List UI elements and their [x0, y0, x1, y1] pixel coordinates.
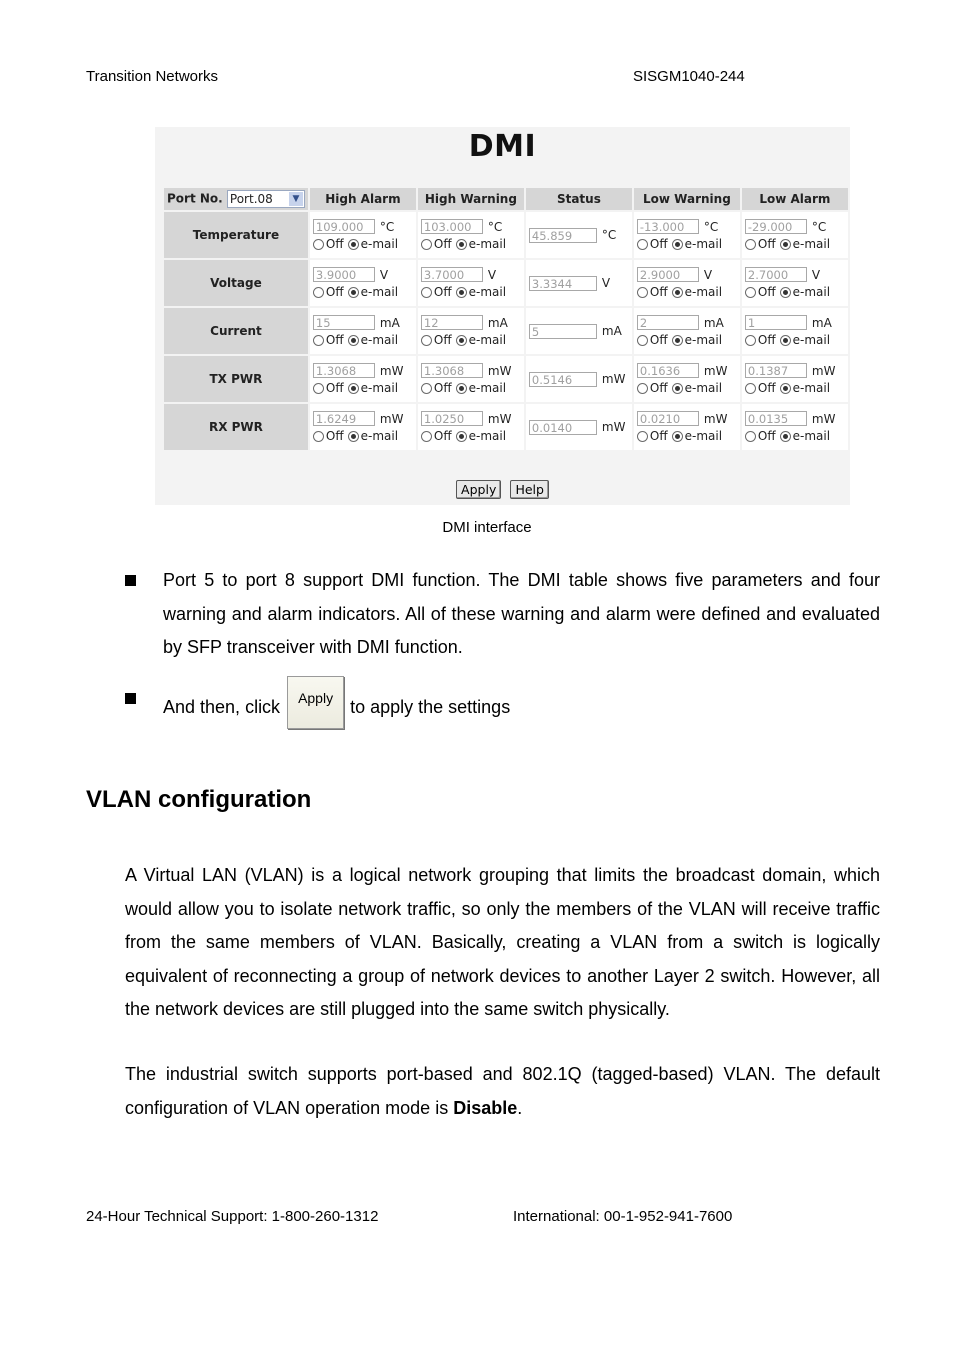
value-cell: [418, 212, 524, 258]
off-radio[interactable]: [421, 239, 432, 250]
unit-label: mA: [601, 324, 622, 338]
threshold-input[interactable]: 3.7000: [421, 267, 483, 282]
unit-label: °C: [703, 219, 719, 234]
vlan-paragraph-2: [125, 1058, 880, 1125]
email-radio[interactable]: [672, 335, 683, 346]
unit-label: °C: [601, 228, 617, 242]
dmi-screenshot: [155, 127, 850, 505]
off-label: Off: [649, 333, 668, 347]
figure-caption: DMI interface: [442, 519, 532, 536]
unit-label: mW: [601, 420, 626, 434]
email-radio[interactable]: [780, 431, 791, 442]
value-cell: [526, 308, 632, 354]
off-radio[interactable]: [637, 287, 648, 298]
section-title: VLAN configuration: [86, 786, 312, 813]
table-row: [164, 356, 848, 402]
value-cell: [742, 260, 848, 306]
threshold-input[interactable]: 1.3068: [313, 363, 375, 378]
email-radio[interactable]: [780, 287, 791, 298]
vlan-paragraph-1: A Virtual LAN (VLAN) is a logical network grouping that limits the broadcast domain, which would allow you to isolate network traffic, so only the members of the VLAN will receive traffic from the same members of VLAN. Basically, creating a VLAN from a switch is logically equivalent of reconnecting a group of network devices to another Layer 2 switch. However, all the network devices are still plugged into the same switch physically.: [125, 865, 880, 1019]
dmi-title: DMI: [468, 129, 537, 164]
row-label: Current: [164, 308, 308, 354]
unit-label: °C: [487, 219, 503, 234]
off-radio[interactable]: [421, 431, 432, 442]
value-cell: [310, 212, 416, 258]
unit-label: V: [487, 267, 497, 282]
email-radio[interactable]: [672, 239, 683, 250]
off-radio[interactable]: [313, 239, 324, 250]
off-label: Off: [649, 237, 668, 251]
bullet-icon: [125, 693, 136, 704]
footer-support: 24-Hour Technical Support: 1-800-260-1312: [86, 1208, 379, 1225]
email-radio[interactable]: [672, 287, 683, 298]
unit-label: mA: [811, 315, 832, 330]
header-model: SISGM1040-244: [633, 68, 745, 85]
port-select[interactable]: [227, 190, 305, 208]
status-value: 45.859: [529, 228, 597, 243]
threshold-input[interactable]: 2: [637, 315, 699, 330]
email-radio[interactable]: [456, 287, 467, 298]
apply-button-image: Apply: [287, 676, 344, 729]
off-label: Off: [433, 381, 452, 395]
unit-label: mW: [601, 372, 626, 386]
email-label: e-mail: [792, 429, 831, 443]
email-radio[interactable]: [348, 383, 359, 394]
value-cell: [742, 404, 848, 450]
value-cell: [634, 356, 740, 402]
row-label: RX PWR: [164, 404, 308, 450]
off-radio[interactable]: [745, 431, 756, 442]
table-row: [164, 260, 848, 306]
email-radio[interactable]: [780, 383, 791, 394]
email-radio[interactable]: [780, 239, 791, 250]
threshold-input[interactable]: 0.0135: [745, 411, 807, 426]
unit-label: mA: [379, 315, 400, 330]
email-label: e-mail: [684, 429, 723, 443]
bullet-2-before: And then, click: [163, 697, 281, 717]
threshold-input[interactable]: 1.6249: [313, 411, 375, 426]
email-radio[interactable]: [456, 335, 467, 346]
chevron-down-icon[interactable]: ▼: [289, 192, 303, 206]
off-label: Off: [433, 429, 452, 443]
unit-label: mW: [811, 411, 836, 426]
off-label: Off: [649, 429, 668, 443]
header-company: Transition Networks: [86, 68, 218, 85]
row-label: TX PWR: [164, 356, 308, 402]
bullet-text-1: Port 5 to port 8 support DMI function. The DMI table shows five parameters and four warning and alarm indicators. All of these warning and alarm were defined and evaluated by SFP transceiver with DMI function.: [163, 570, 880, 657]
threshold-input[interactable]: 0.1387: [745, 363, 807, 378]
value-cell: [310, 404, 416, 450]
email-radio[interactable]: [456, 239, 467, 250]
port-select-value: Port.08: [229, 192, 273, 206]
unit-label: mW: [703, 411, 728, 426]
email-label: e-mail: [468, 285, 507, 299]
unit-label: V: [601, 276, 611, 290]
value-cell: [310, 308, 416, 354]
help-button[interactable]: Help: [510, 480, 549, 499]
value-cell: [310, 356, 416, 402]
unit-label: °C: [379, 219, 395, 234]
table-row: [164, 308, 848, 354]
threshold-input[interactable]: 0.0210: [637, 411, 699, 426]
row-label: Temperature: [164, 212, 308, 258]
vlan-paragraph-2-text: The industrial switch supports port-based and 802.1Q (tagged-based) VLAN. The default configuration of VLAN operation mode is: [125, 1064, 880, 1118]
unit-label: mW: [379, 411, 404, 426]
dmi-buttons: [155, 479, 850, 499]
status-value: 0.5146: [529, 372, 597, 387]
table-row: [164, 212, 848, 258]
table-row: [164, 404, 848, 450]
email-label: e-mail: [360, 381, 399, 395]
email-radio[interactable]: [456, 431, 467, 442]
email-label: e-mail: [792, 381, 831, 395]
email-label: e-mail: [360, 237, 399, 251]
off-radio[interactable]: [313, 431, 324, 442]
value-cell: [526, 212, 632, 258]
threshold-input[interactable]: -29.000: [745, 219, 807, 234]
value-cell: [526, 404, 632, 450]
off-label: Off: [433, 237, 452, 251]
off-label: Off: [433, 333, 452, 347]
threshold-input[interactable]: 15: [313, 315, 375, 330]
email-radio[interactable]: [348, 431, 359, 442]
threshold-input[interactable]: 1.3068: [421, 363, 483, 378]
off-radio[interactable]: [745, 239, 756, 250]
off-radio[interactable]: [421, 383, 432, 394]
column-header: Status: [526, 188, 632, 210]
off-radio[interactable]: [745, 335, 756, 346]
unit-label: mW: [487, 363, 512, 378]
off-label: Off: [325, 429, 344, 443]
off-label: Off: [757, 237, 776, 251]
email-radio[interactable]: [348, 287, 359, 298]
bullet-icon: [125, 575, 136, 586]
email-radio[interactable]: [780, 335, 791, 346]
off-radio[interactable]: [313, 287, 324, 298]
email-radio[interactable]: [456, 383, 467, 394]
email-label: e-mail: [792, 285, 831, 299]
email-label: e-mail: [468, 237, 507, 251]
threshold-input[interactable]: 103.000: [421, 219, 483, 234]
email-label: e-mail: [684, 381, 723, 395]
unit-label: mW: [703, 363, 728, 378]
email-radio[interactable]: [348, 239, 359, 250]
unit-label: V: [379, 267, 389, 282]
bullet-2-after: to apply the settings: [350, 697, 511, 717]
paragraph-end: .: [517, 1097, 523, 1118]
value-cell: [526, 356, 632, 402]
email-label: e-mail: [792, 333, 831, 347]
email-label: e-mail: [684, 285, 723, 299]
default-mode: Disable: [453, 1097, 518, 1118]
column-header: Low Warning: [634, 188, 740, 210]
email-radio[interactable]: [672, 431, 683, 442]
threshold-input[interactable]: -13.000: [637, 219, 699, 234]
off-label: Off: [757, 285, 776, 299]
threshold-input[interactable]: 1: [745, 315, 807, 330]
unit-label: mA: [703, 315, 724, 330]
off-radio[interactable]: [745, 287, 756, 298]
value-cell: [634, 308, 740, 354]
value-cell: [742, 212, 848, 258]
threshold-input[interactable]: 109.000: [313, 219, 375, 234]
value-cell: [634, 260, 740, 306]
status-value: 5: [529, 324, 597, 339]
bullet-text-2: [163, 682, 880, 735]
off-radio[interactable]: [637, 383, 648, 394]
off-radio[interactable]: [421, 335, 432, 346]
off-radio[interactable]: [637, 239, 648, 250]
dmi-table: [162, 186, 850, 452]
email-label: e-mail: [360, 333, 399, 347]
off-label: Off: [433, 285, 452, 299]
off-radio[interactable]: [637, 335, 648, 346]
value-cell: [418, 356, 524, 402]
email-label: e-mail: [468, 381, 507, 395]
email-label: e-mail: [468, 429, 507, 443]
unit-label: V: [811, 267, 821, 282]
off-label: Off: [649, 285, 668, 299]
email-radio[interactable]: [672, 383, 683, 394]
value-cell: [418, 260, 524, 306]
threshold-input[interactable]: 12: [421, 315, 483, 330]
off-label: Off: [325, 333, 344, 347]
value-cell: [418, 308, 524, 354]
value-cell: [526, 260, 632, 306]
off-radio[interactable]: [313, 335, 324, 346]
email-label: e-mail: [360, 429, 399, 443]
off-radio[interactable]: [745, 383, 756, 394]
off-label: Off: [757, 381, 776, 395]
unit-label: V: [703, 267, 713, 282]
email-label: e-mail: [468, 333, 507, 347]
off-radio[interactable]: [421, 287, 432, 298]
column-header: High Warning: [418, 188, 524, 210]
off-label: Off: [757, 333, 776, 347]
footer-international: International: 00-1-952-941-7600: [513, 1208, 733, 1225]
off-radio[interactable]: [637, 431, 648, 442]
threshold-input[interactable]: 3.9000: [313, 267, 375, 282]
unit-label: mW: [487, 411, 512, 426]
value-cell: [634, 212, 740, 258]
threshold-input[interactable]: 2.9000: [637, 267, 699, 282]
off-label: Off: [325, 237, 344, 251]
column-header: High Alarm: [310, 188, 416, 210]
email-label: e-mail: [360, 285, 399, 299]
port-label: Port No.: [167, 191, 223, 206]
email-label: e-mail: [792, 237, 831, 251]
threshold-input[interactable]: 1.0250: [421, 411, 483, 426]
email-label: e-mail: [684, 333, 723, 347]
row-label: Voltage: [164, 260, 308, 306]
unit-label: mW: [811, 363, 836, 378]
off-label: Off: [649, 381, 668, 395]
port-header: [164, 188, 308, 210]
off-radio[interactable]: [313, 383, 324, 394]
value-cell: [418, 404, 524, 450]
off-label: Off: [325, 285, 344, 299]
unit-label: mW: [379, 363, 404, 378]
off-label: Off: [757, 429, 776, 443]
threshold-input[interactable]: 0.1636: [637, 363, 699, 378]
status-value: 0.0140: [529, 420, 597, 435]
status-value: 3.3344: [529, 276, 597, 291]
apply-button[interactable]: Apply: [456, 480, 501, 499]
threshold-input[interactable]: 2.7000: [745, 267, 807, 282]
column-header: Low Alarm: [742, 188, 848, 210]
email-radio[interactable]: [348, 335, 359, 346]
email-label: e-mail: [684, 237, 723, 251]
value-cell: [310, 260, 416, 306]
off-label: Off: [325, 381, 344, 395]
value-cell: [742, 308, 848, 354]
value-cell: [742, 356, 848, 402]
value-cell: [634, 404, 740, 450]
unit-label: °C: [811, 219, 827, 234]
unit-label: mA: [487, 315, 508, 330]
